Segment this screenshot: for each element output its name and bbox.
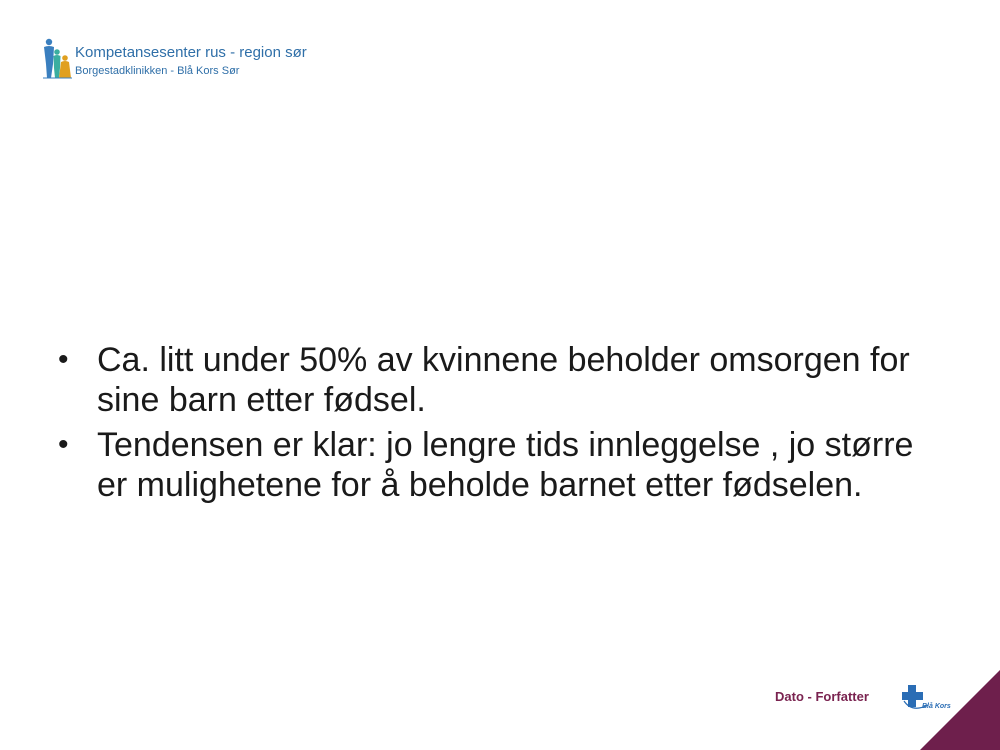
bullet-marker: •	[58, 343, 69, 376]
corner-accent	[920, 670, 1000, 750]
bullet-text: Ca. litt under 50% av kvinnene beholder omsorgen for sine barn etter fødsel.	[97, 341, 910, 419]
bullet-item	[58, 340, 948, 420]
bullet-list	[58, 340, 948, 510]
bullet-text: Tendensen er klar: jo lengre tids innleggelse , jo større er mulighetene for å beholde barnet etter fødselen.	[97, 426, 914, 504]
organization-logo	[40, 38, 360, 82]
bullet-item	[58, 425, 948, 505]
organization-subtitle: Borgestadklinikken - Blå Kors Sør	[75, 65, 240, 77]
footer-date-author: Dato - Forfatter	[775, 689, 869, 704]
organization-title: Kompetansesenter rus - region sør	[75, 44, 307, 61]
bullet-marker: •	[58, 428, 69, 461]
blue-cross-logo-text: Blå Kors	[922, 703, 951, 710]
family-figures-icon	[40, 38, 74, 82]
